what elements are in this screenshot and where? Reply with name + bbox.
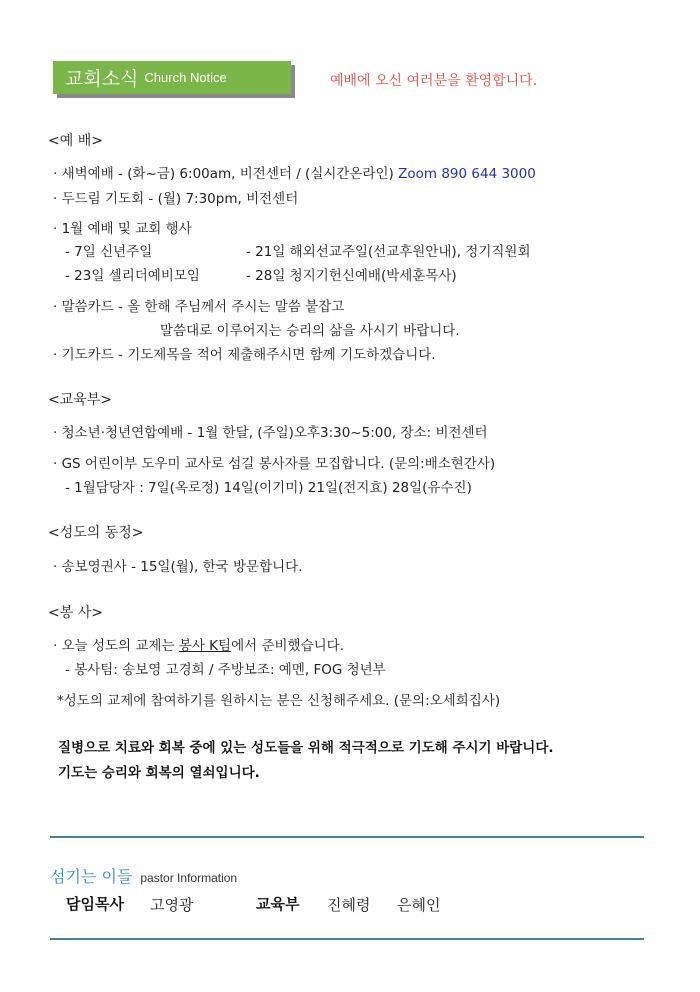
staff-name: 은혜인	[397, 896, 441, 914]
word-card-text: 말씀카드 - 올 한해 주님께서 주시는 말씀 붙잡고	[61, 299, 345, 315]
news-heading: <성도의 동정>	[48, 525, 144, 541]
service-heading: <봉 사>	[48, 605, 103, 621]
prayer-request: 질병으로 치료와 회복 중에 있는 성도들을 위해 적극적으로 기도해 주시기 바랍니다.	[58, 740, 554, 756]
worship-heading: <예 배>	[48, 133, 103, 149]
drum-prayer-text: 두드림 기도회 - (월) 7:30pm, 비전센터	[61, 191, 299, 207]
staff-name: 진혜령	[327, 896, 371, 914]
service-line: · 오늘 성도의 교제는 봉사 K팀에서 준비했습니다.	[53, 638, 344, 654]
events-title: · 1월 예배 및 교회 행사	[53, 221, 192, 237]
prayer-card-text: 기도카드 - 기도제목을 적어 제출해주시면 함께 기도하겠습니다.	[61, 347, 436, 363]
welcome-message: 예배에 오신 여러분을 환영합니다.	[330, 73, 538, 89]
service-team: 봉사 K팀	[178, 638, 232, 654]
staff-subtitle: pastor Information	[140, 871, 238, 885]
staff-title	[50, 864, 237, 887]
news-item: · 송보영권사 - 15일(월), 한국 방문합니다.	[53, 559, 303, 575]
divider-top	[50, 836, 644, 838]
event-item: - 21일 해외선교주일(선교후원안내), 정기직원회	[246, 244, 531, 260]
gs-recruit: · GS 어린이부 도우미 교사로 섬길 봉사자를 모집합니다. (문의:배소현간사)	[53, 456, 496, 472]
service-line-c: 에서 준비했습니다.	[231, 638, 344, 654]
staff-name: 고영광	[150, 896, 194, 914]
events-title-text: 1월 예배 및 교회 행사	[61, 221, 192, 237]
service-team-list: - 봉사팀: 송보영 고경희 / 주방보조: 예멘, FOG 청년부	[65, 662, 386, 678]
dawn-service: · 새벽예배 - (화~금) 6:00am, 비전센터 / (실시간온라인) Zoom 890 644 3000	[53, 166, 536, 182]
dawn-service-text: 새벽예배 - (화~금) 6:00am, 비전센터 / (실시간온라인)	[61, 166, 399, 182]
event-item: - 7일 신년주일	[65, 244, 153, 260]
youth-service-text: 청소년·청년연합예배 - 1월 한달, (주일)오후3:30~5:00, 장소: 비전센터	[61, 425, 488, 441]
youth-service: · 청소년·청년연합예배 - 1월 한달, (주일)오후3:30~5:00, 장소: 비전센터	[53, 425, 488, 441]
staff-title-text: 섬기는 이들	[50, 867, 133, 886]
divider-bottom	[50, 938, 644, 940]
prayer-request-2: 기도는 승리와 회복의 열쇠입니다.	[58, 765, 260, 781]
service-note: *성도의 교제에 참여하기를 원하시는 분은 신청해주세요. (문의:오세희집사)	[57, 693, 501, 709]
event-item: - 23일 셀리더예비모임	[65, 268, 200, 284]
news-item-text: 송보영권사 - 15일(월), 한국 방문합니다.	[61, 559, 303, 575]
notice-header	[53, 61, 291, 94]
prayer-card: · 기도카드 - 기도제목을 적어 제출해주시면 함께 기도하겠습니다.	[53, 347, 436, 363]
drum-prayer: · 두드림 기도회 - (월) 7:30pm, 비전센터	[53, 191, 299, 207]
gs-schedule: - 1월담당자 : 7일(옥로정) 14일(이기미) 21일(전지효) 28일(유수진)	[65, 480, 472, 496]
education-heading: <교육부>	[48, 392, 113, 408]
staff-role: 교육부	[256, 895, 300, 913]
word-card-cont: 말씀대로 이루어지는 승리의 삶을 사시기 바랍니다.	[160, 323, 460, 339]
zoom-info: Zoom 890 644 3000	[398, 166, 536, 182]
word-card: · 말씀카드 - 올 한해 주님께서 주시는 말씀 붙잡고	[53, 299, 345, 315]
gs-recruit-text: GS 어린이부 도우미 교사로 섬길 봉사자를 모집합니다. (문의:배소현간사)	[61, 456, 496, 472]
header-title-ko: 교회소식	[65, 68, 139, 90]
staff-role: 담임목사	[66, 895, 124, 913]
event-item: - 28일 청지기헌신예배(박세훈목사)	[246, 268, 457, 284]
service-line-a: 오늘 성도의 교제는	[61, 638, 179, 654]
header-title-en: Church Notice	[144, 70, 227, 85]
